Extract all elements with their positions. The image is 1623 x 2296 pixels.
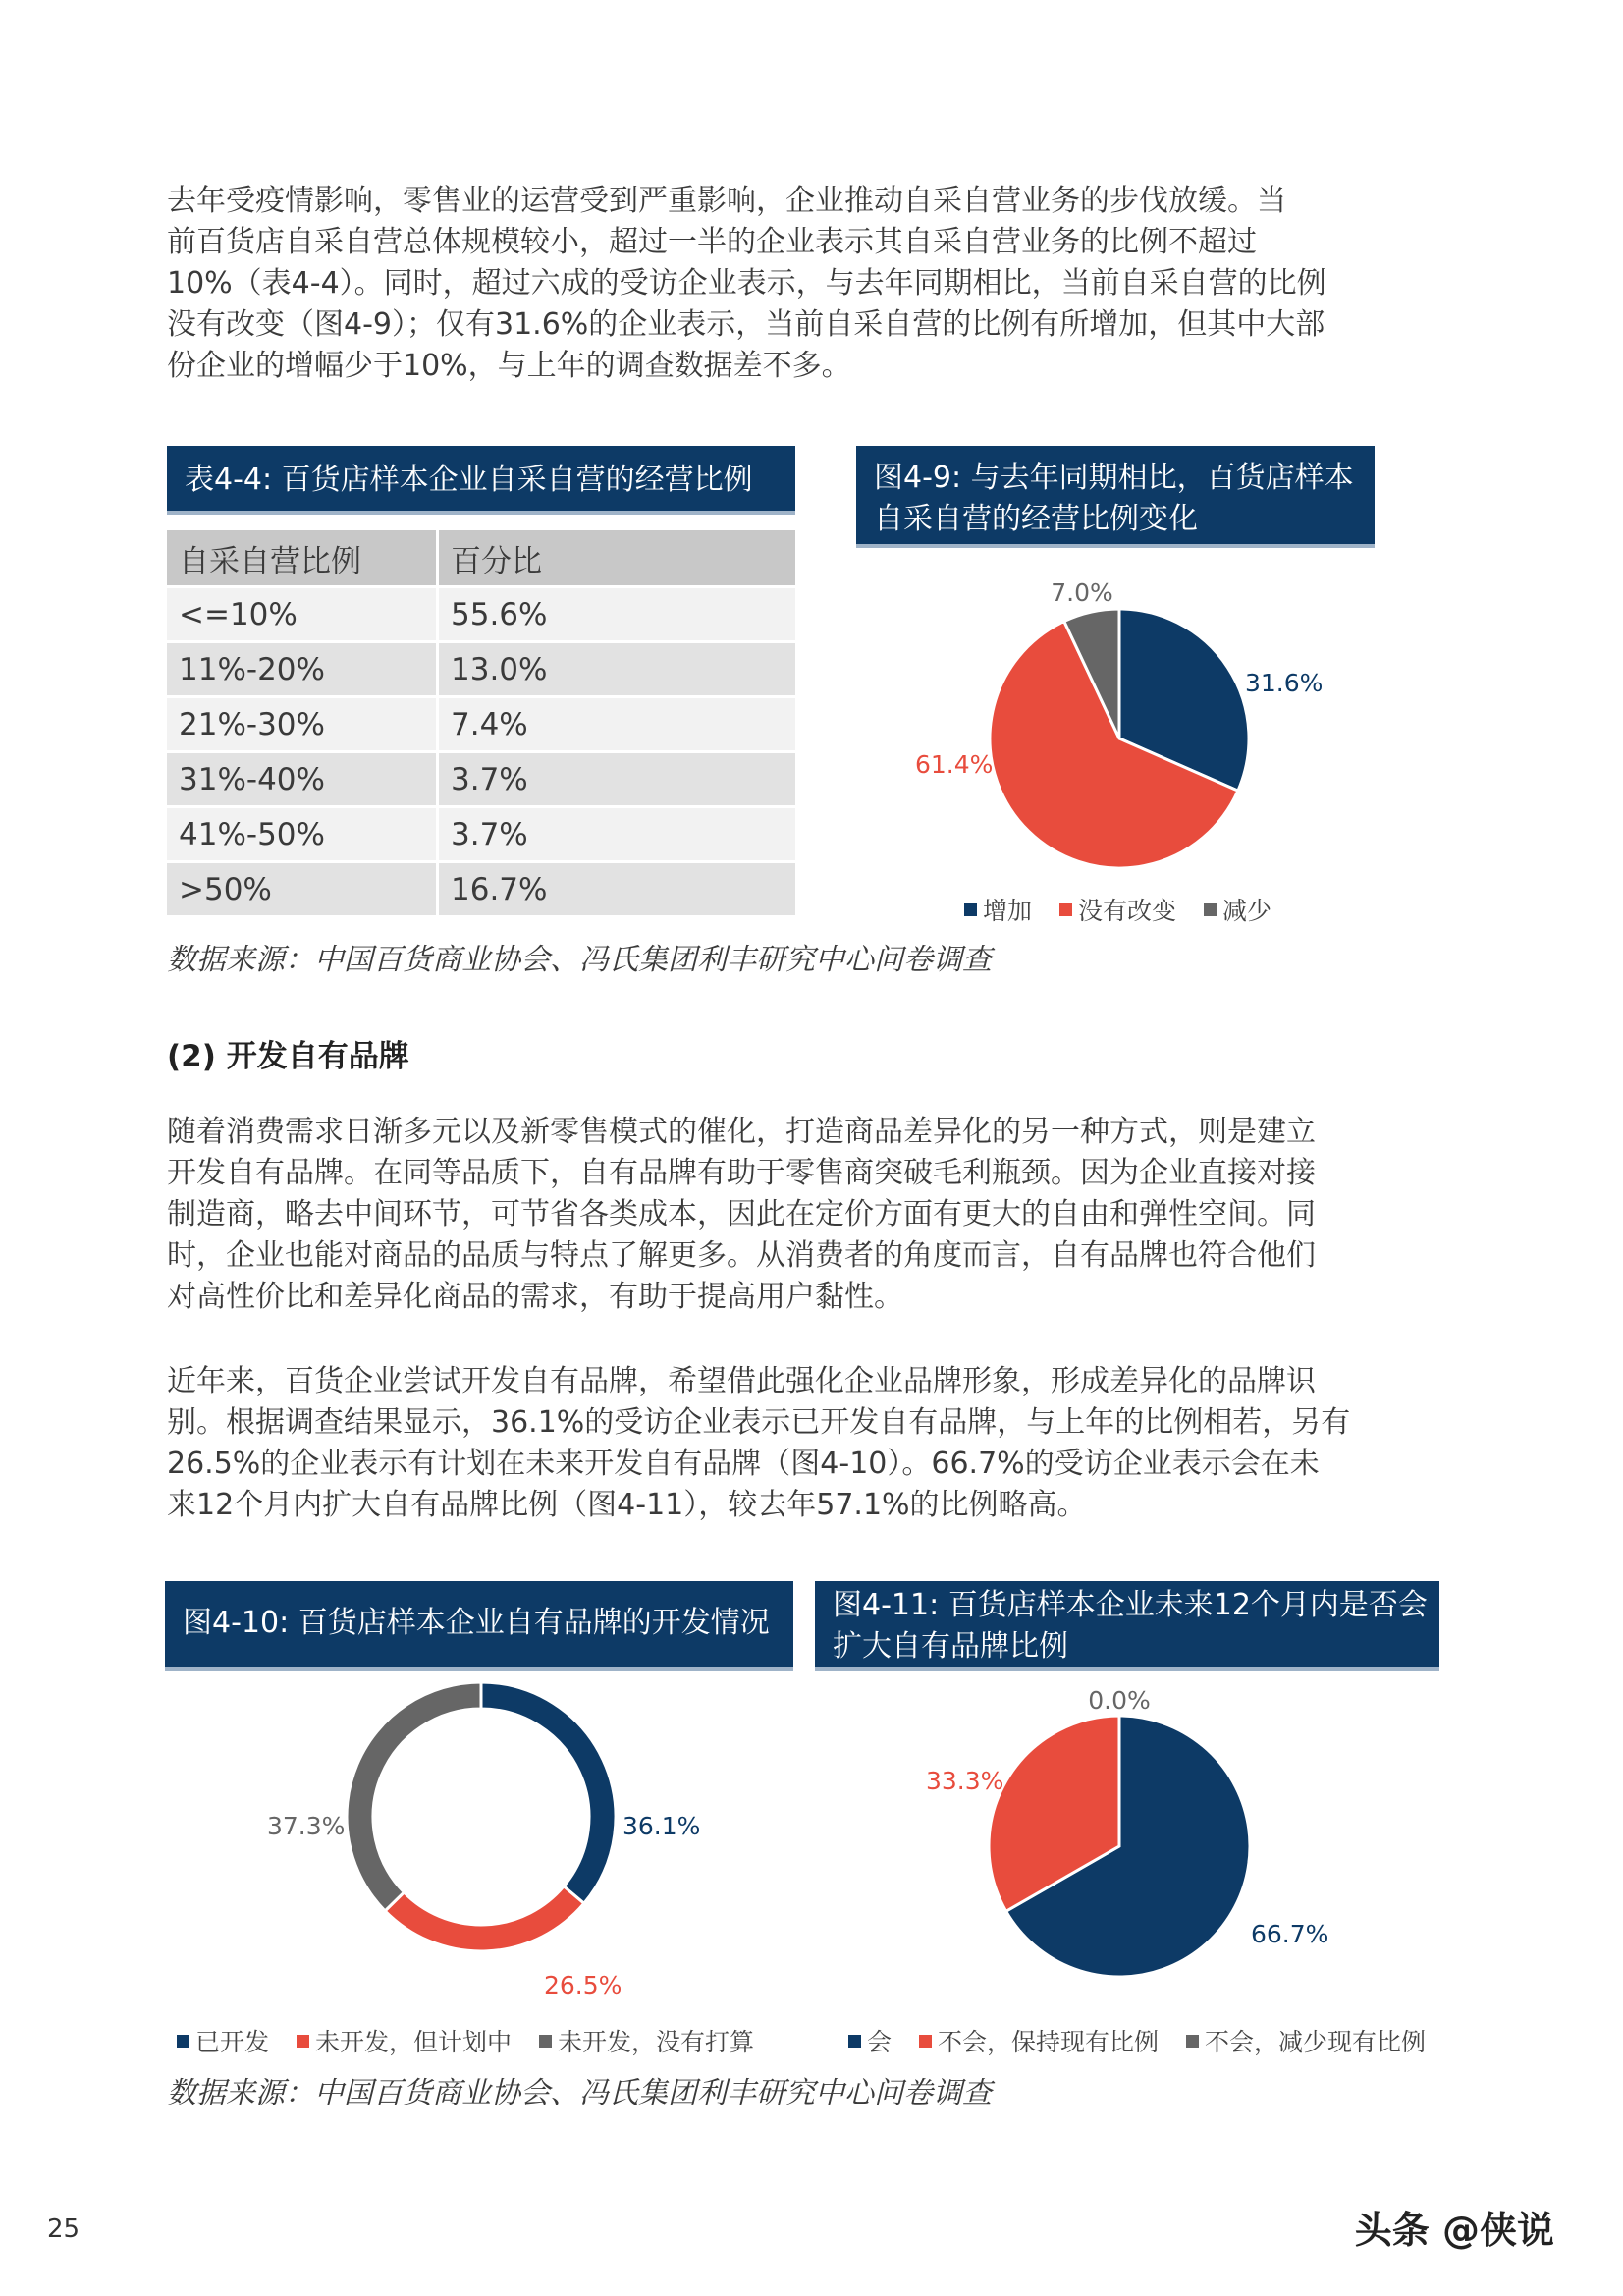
fig-4-11-data-label: 33.3% xyxy=(926,1767,1004,1795)
fig-title-line: 图4-9: 与去年同期相比，百货店样本 xyxy=(874,461,1354,495)
table-cell: 31%-40% xyxy=(167,752,438,807)
legend-label: 不会，保持现有比例 xyxy=(938,2028,1160,2056)
text-line: 制造商，略去中间环节，可节省各类成本，因此在定价方面有更大的自由和弹性空间。同 xyxy=(167,1197,1316,1231)
section-title: (2) 开发自有品牌 xyxy=(167,1039,409,1074)
fig-4-10-data-label: 37.3% xyxy=(267,1812,346,1840)
fig-4-9-data-label: 7.0% xyxy=(1051,578,1113,607)
table-header-cell: 自采自营比例 xyxy=(167,530,438,587)
legend-label: 已开发 xyxy=(195,2028,270,2056)
legend-label: 不会，减少现有比例 xyxy=(1205,2028,1427,2056)
table-cell: <=10% xyxy=(167,587,438,642)
table-title-text: 表4-4: 百货店样本企业自采自营的经营比例 xyxy=(185,463,753,497)
table-cell: 55.6% xyxy=(438,587,796,642)
table-cell: 3.7% xyxy=(438,807,796,862)
legend-label: 未开发，但计划中 xyxy=(315,2028,513,2056)
text-line: 随着消费需求日渐多元以及新零售模式的催化，打造商品差异化的另一种方式，则是建立 xyxy=(167,1115,1316,1149)
text-line: 来12个月内扩大自有品牌比例（图4-11），较去年57.1%的比例略高。 xyxy=(167,1488,1087,1522)
watermark: 头条 @侠说 xyxy=(1354,2209,1554,2252)
table-cell: 11%-20% xyxy=(167,642,438,697)
fig-4-9-data-label: 31.6% xyxy=(1245,669,1324,697)
text-line: 去年受疫情影响，零售业的运营受到严重影响，企业推动自采自营业务的步伐放缓。当 xyxy=(167,184,1286,218)
text-line: 近年来，百货企业尝试开发自有品牌，希望借此强化企业品牌形象，形成差异化的品牌识 xyxy=(167,1364,1316,1398)
fig-4-11-data-label: 66.7% xyxy=(1251,1920,1329,1948)
legend-label: 增加 xyxy=(983,897,1033,925)
fig-4-11-data-label: 0.0% xyxy=(1088,1686,1151,1715)
fig-title-line: 自采自营的经营比例变化 xyxy=(874,502,1198,536)
text-line: 10%（表4-4）。同时，超过六成的受访企业表示，与去年同期相比，当前自采自营的比例 xyxy=(167,266,1326,301)
table-cell: 41%-50% xyxy=(167,807,438,862)
fig-4-10-slice-0 xyxy=(481,1682,616,1903)
fig-4-10-data-label: 26.5% xyxy=(544,1971,622,1999)
text-line: 前百货店自采自营总体规模较小，超过一半的企业表示其自采自营业务的比例不超过 xyxy=(167,225,1257,259)
legend-label: 没有改变 xyxy=(1078,897,1177,925)
text-line: 份企业的增幅少于10%，与上年的调查数据差不多。 xyxy=(167,349,851,383)
table-cell: 3.7% xyxy=(438,752,796,807)
table-cell: >50% xyxy=(167,862,438,917)
fig-4-10-slice-2 xyxy=(347,1682,481,1911)
fig-title-line: 扩大自有品牌比例 xyxy=(833,1629,1068,1664)
fig-title-line: 图4-10: 百货店样本企业自有品牌的开发情况 xyxy=(183,1606,770,1640)
text-line: 没有改变（图4-9）；仅有31.6%的企业表示，当前自采自营的比例有所增加，但其中大部 xyxy=(167,307,1325,342)
page-number: 25 xyxy=(47,2214,81,2244)
fig-4-9-data-label: 61.4% xyxy=(915,750,994,779)
text-line: 26.5%的企业表示有计划在未来开发自有品牌（图4-10）。66.7%的受访企业表示会在未 xyxy=(167,1447,1320,1481)
text-line: 开发自有品牌。在同等品质下，自有品牌有助于零售商突破毛利瓶颈。因为企业直接对接 xyxy=(167,1156,1316,1190)
table-cell: 13.0% xyxy=(438,642,796,697)
text-line: 时，企业也能对商品的品质与特点了解更多。从消费者的角度而言，自有品牌也符合他们 xyxy=(167,1238,1316,1273)
fig-4-10-slice-1 xyxy=(385,1886,584,1951)
legend-label: 减少 xyxy=(1222,897,1272,925)
text-line: 对高性价比和差异化商品的需求，有助于提高用户黏性。 xyxy=(167,1280,903,1314)
legend-label: 会 xyxy=(867,2028,893,2056)
table-cell: 16.7% xyxy=(438,862,796,917)
fig-title-line: 图4-11: 百货店样本企业未来12个月内是否会 xyxy=(833,1588,1428,1622)
table-cell: 21%-30% xyxy=(167,697,438,752)
legend-label: 未开发，没有打算 xyxy=(558,2028,755,2056)
fig-4-10-data-label: 36.1% xyxy=(622,1812,701,1840)
table-cell: 7.4% xyxy=(438,697,796,752)
source-note: 数据来源：中国百货商业协会、冯氏集团利丰研究中心问卷调查 xyxy=(167,943,992,977)
table-header-cell: 百分比 xyxy=(438,530,796,587)
text-line: 别。根据调查结果显示，36.1%的受访企业表示已开发自有品牌，与上年的比例相若，另有 xyxy=(167,1405,1351,1440)
source-note: 数据来源：中国百货商业协会、冯氏集团利丰研究中心问卷调查 xyxy=(167,2076,992,2110)
